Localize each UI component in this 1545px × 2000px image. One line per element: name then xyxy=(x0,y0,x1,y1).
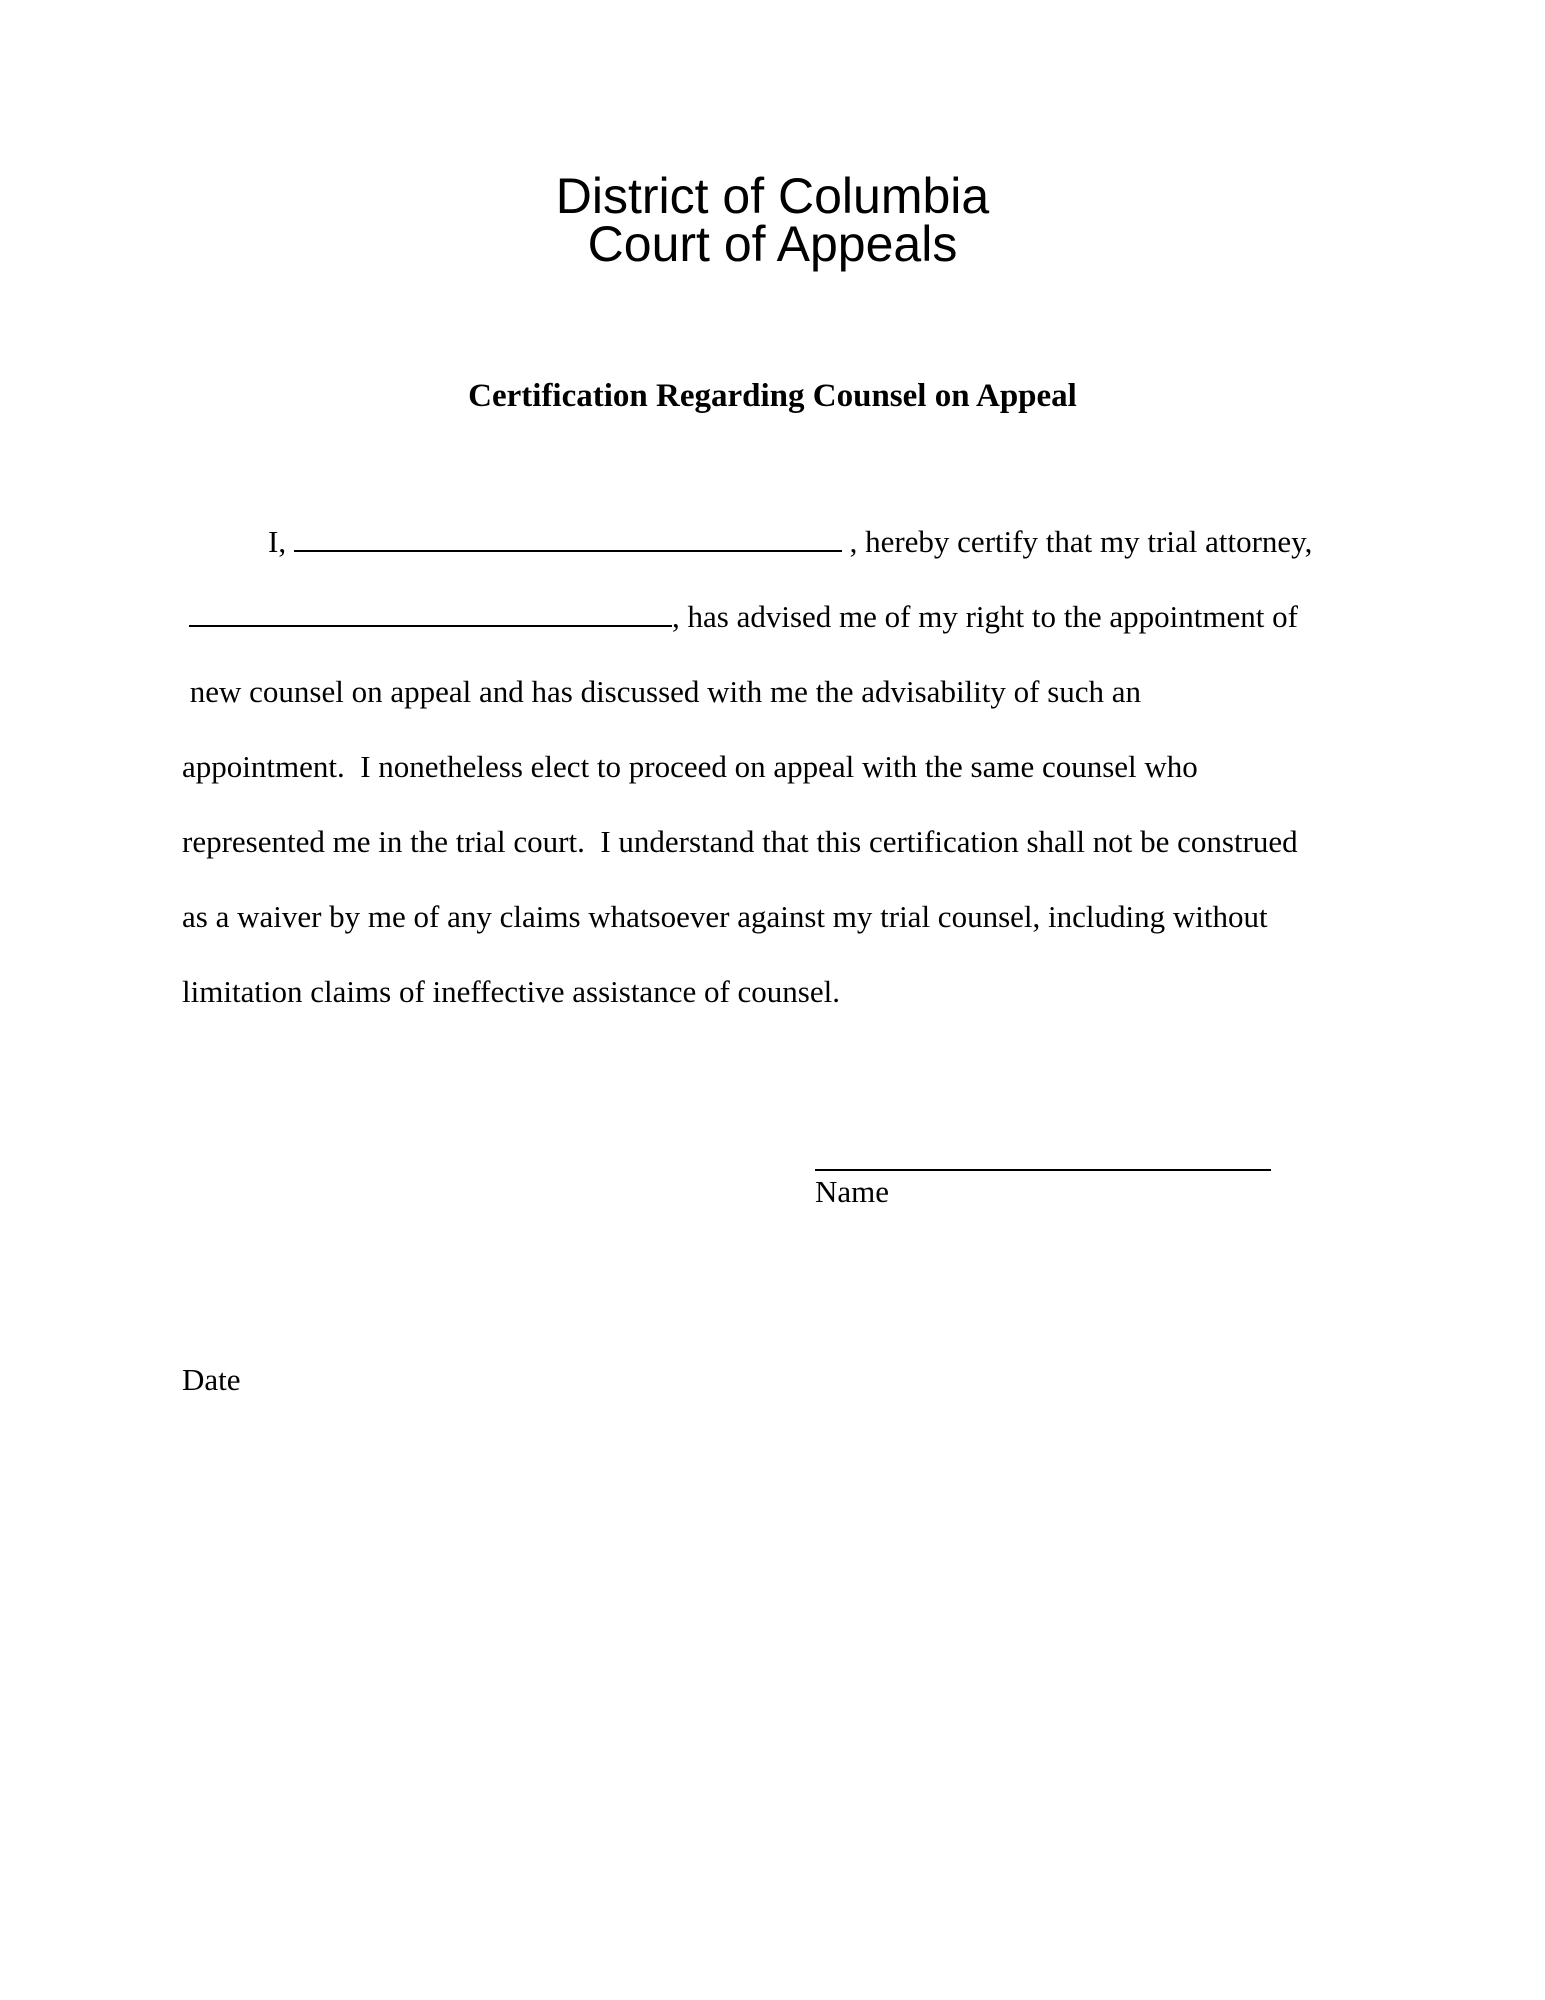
body-line-5: represented me in the trial court. I understand that this certification shall not be construed xyxy=(182,824,1298,859)
body-line-1-prefix: I, xyxy=(268,524,287,559)
signature-name-label: Name xyxy=(815,1174,890,1209)
body-line-3: new counsel on appeal and has discussed with me the advisability of such an xyxy=(182,674,1142,709)
body-line-2 xyxy=(189,599,1298,635)
body-line-4: appointment. I nonetheless elect to proceed on appeal with the same counsel who xyxy=(182,749,1198,784)
body-line-1 xyxy=(268,524,1312,560)
appellant-name-field[interactable] xyxy=(294,524,842,552)
court-header-line-2: Court of Appeals xyxy=(587,216,958,272)
body-line-6: as a waiver by me of any claims whatsoever against my trial counsel, including without xyxy=(182,899,1268,934)
court-header-line-1: District of Columbia xyxy=(555,168,990,224)
signature-name-field[interactable] xyxy=(815,1169,1271,1171)
court-header xyxy=(0,168,1545,272)
body-line-2-suffix: , has advised me of my right to the appointment of xyxy=(672,599,1298,634)
date-label: Date xyxy=(182,1362,241,1397)
trial-attorney-name-field[interactable] xyxy=(189,599,672,627)
form-title: Certification Regarding Counsel on Appeal xyxy=(468,378,1077,414)
body-line-1-suffix: , hereby certify that my trial attorney, xyxy=(841,524,1313,559)
body-line-7: limitation claims of ineffective assistance of counsel. xyxy=(182,974,840,1009)
